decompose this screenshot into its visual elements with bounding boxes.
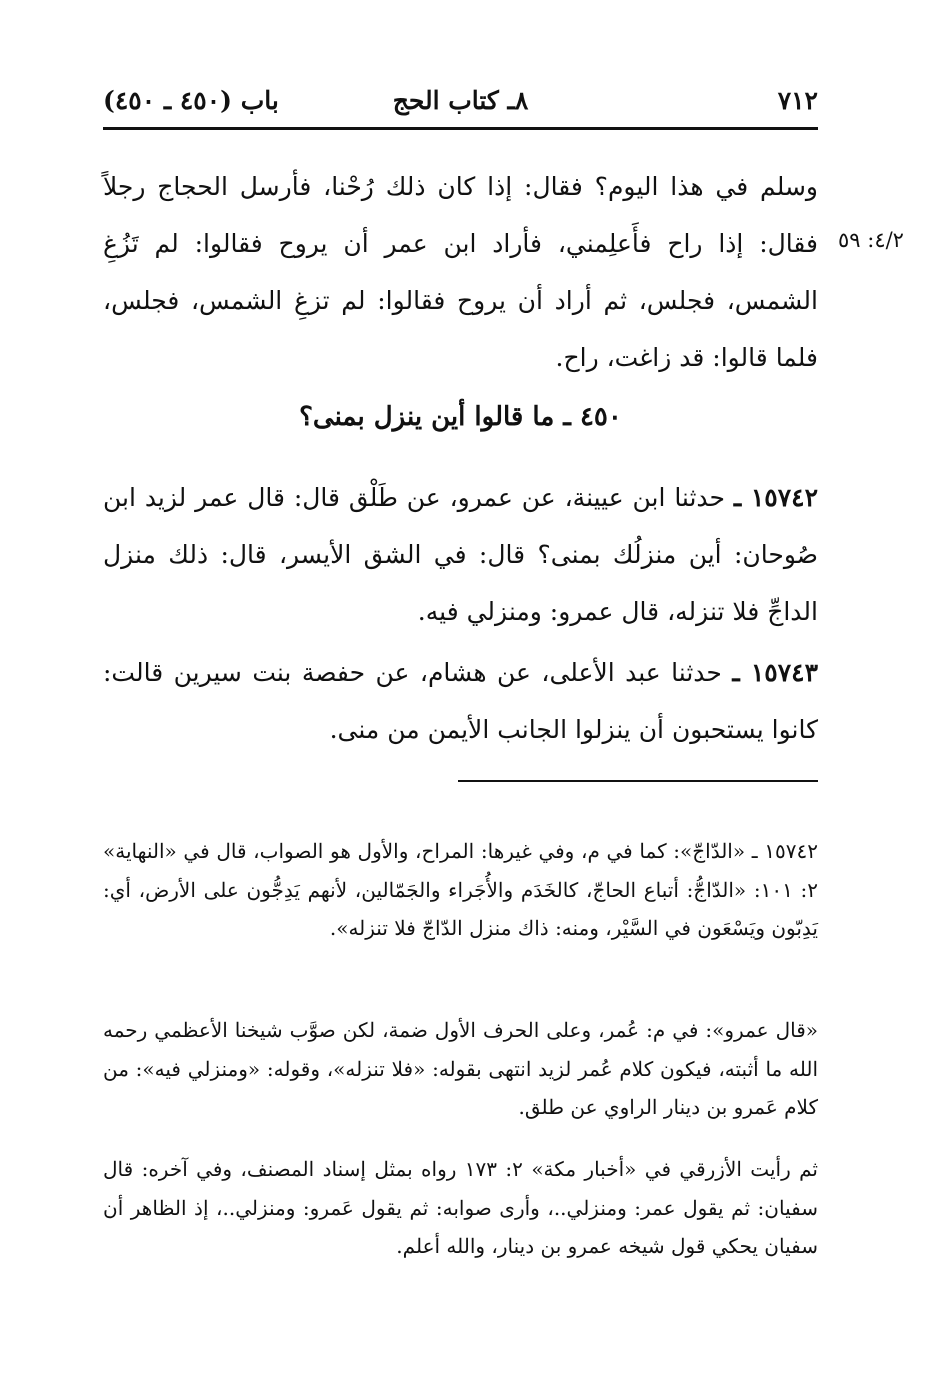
section-heading: ٤٥٠ ـ ما قالوا أين ينزل بمنى؟	[299, 402, 622, 432]
footnote-text: ثم رأيت الأزرقي في «أخبار مكة» ٢: ١٧٣ رواه بمثل إسناد المصنف، وفي آخره: قال سفيان: ثم يقول عمر: ومنزلي..، وأرى صوابه: ثم يقول عَمرو: ومنزلي..، إذ الظاهر أن سفيان يحكي قول شيخه عمرو بن دينار، والله أعلم.	[103, 1157, 818, 1258]
margin-reference: ٤/٢: ٥٩	[838, 228, 904, 252]
hadith-number: ١٥٧٤٢ ـ	[733, 483, 819, 512]
hadith-15742	[103, 469, 818, 640]
header-rule	[103, 127, 818, 130]
hadith-text: حدثنا عبد الأعلى، عن هشام، عن حفصة بنت سيرين قالت: كانوا يستحبون أن ينزلوا الجانب الأيمن من منى.	[103, 658, 818, 744]
footnote-2	[103, 1011, 818, 1127]
footnote-text: «قال عمرو»: في م: عُمر، وعلى الحرف الأول ضمة، لكن صوَّب شيخنا الأعظمي رحمه الله ما أثبته، فيكون كلام عُمر لزيد انتهى بقوله: «فلا تنزله»، وقوله: «ومنزلي فيه»: من كلام عَمرو بن دينار الراوي عن طلق.	[103, 1018, 818, 1119]
hadith-number: ١٥٧٤٣ ـ	[732, 658, 819, 687]
hadith-15743	[103, 644, 818, 758]
footnote-1	[103, 832, 818, 948]
footnote-rule	[458, 780, 818, 782]
intro-text: وسلم في هذا اليوم؟ فقال: إذا كان ذلك رُحْنا، فأرسل الحجاج رجلاً فقال: إذا راح فأَعلِمني، فأراد ابن عمر أن يروح فقالوا: لم تَزُغِ الشمس، فجلس، ثم أراد أن يروح فقالوا: لم تزغِ الشمس، فجلس، فلما قالوا: قد زاغت، راح.	[103, 172, 818, 372]
footnote-3	[103, 1150, 818, 1266]
book-title: ٨ـ كتاب الحج	[392, 86, 529, 115]
footnote-text: ١٥٧٤٢ ـ «الدّاجّ»: كما في م، وفي غيرها: المراح، والأول هو الصواب، قال في «النهاية» ٢: ١٠١: «الدّاجُّ: أتباع الحاجّ، كالخَدَم والأُجَراء والجَمّالين، لأنهم يَدِجُّون على الأرض، أي: يَدِبّون ويَسْعَون في السَّيْر، ومنه: ذاك منزل الدّاجّ فلا تنزله».	[103, 839, 818, 940]
chapter-range: باب (٤٥٠ ـ ٤٥٠)	[103, 86, 279, 115]
running-header	[103, 80, 818, 122]
intro-paragraph	[103, 158, 818, 386]
page-number: ٧١٢	[777, 86, 818, 115]
hadith-text: حدثنا ابن عيينة، عن عمرو، عن طَلْق قال: قال عمر لزيد ابن صُوحان: أين منزلُك بمنى؟ قال: في الشق الأيسر، قال: ذلك منزل الداجِّ فلا تنزله، قال عمرو: ومنزلي فيه.	[103, 483, 818, 626]
